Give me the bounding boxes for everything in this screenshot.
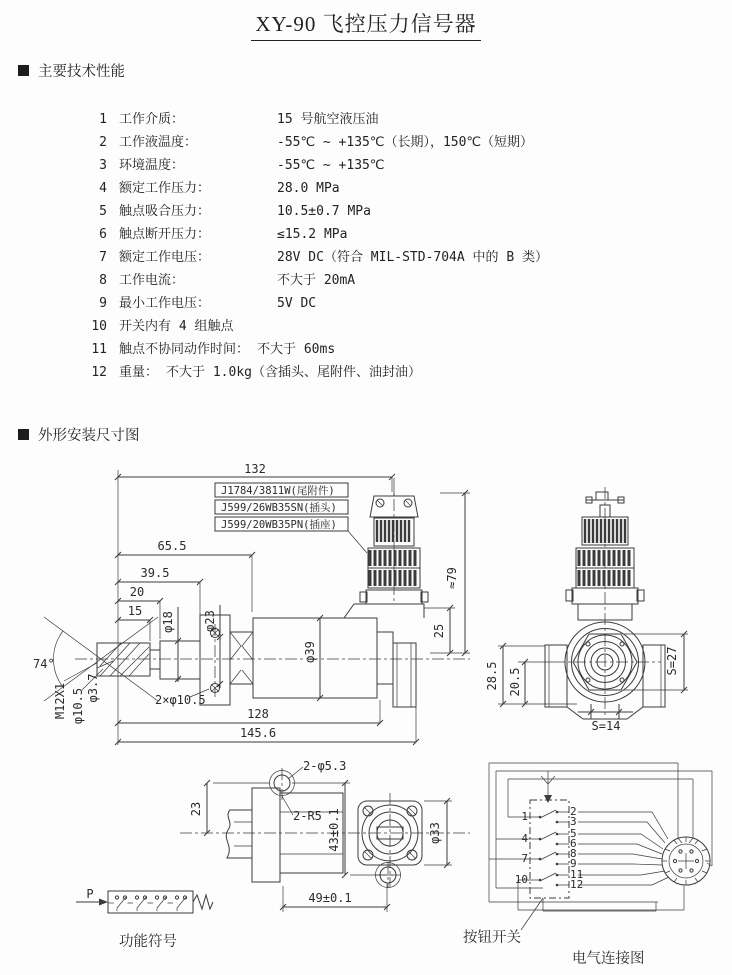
spec-value: ≤15.2 MPa — [277, 227, 348, 242]
dimension-drawing — [0, 455, 732, 975]
spec-label: 工作电流： — [119, 273, 185, 288]
bottom-view — [180, 768, 470, 888]
spec-num: 3 — [99, 158, 107, 173]
dia-10-5: φ10.5 — [71, 687, 85, 725]
spec-label: 额定工作电压： — [119, 250, 211, 265]
spec-value: -55℃ ~ +135℃（长期），150℃（短期） — [277, 135, 534, 150]
spec-value: 不大于 1.0kg（含插头、尾附件、油封油） — [166, 365, 421, 380]
dim-128: 128 — [247, 707, 269, 721]
section-heading-label: 主要技术性能 — [38, 64, 125, 80]
dim-65-5: 65.5 — [157, 539, 187, 553]
section-bullet-icon — [18, 429, 29, 440]
section-bullet-icon — [18, 65, 29, 76]
spec-list — [0, 108, 732, 384]
pin-2: 2 — [570, 805, 577, 818]
spec-value: 28V DC（符合 MIL-STD-704A 中的 B 类） — [277, 250, 549, 265]
page-title: XY-90 飞控压力信号器 — [251, 8, 480, 41]
radius-2-r5: 2-R5 — [293, 809, 322, 823]
title-wrap — [0, 8, 732, 41]
dim-43: 43±0.1 — [327, 808, 341, 852]
connector-label-plug: J599/26WB35SN(插头) — [221, 502, 337, 514]
connector-label-tail: J1784/3811W(尾附件) — [221, 485, 335, 497]
dim-23: 23 — [189, 801, 203, 817]
spec-value: 15 号航空液压油 — [277, 112, 379, 127]
spec-label: 触点不协同动作时间： — [119, 342, 250, 357]
spec-row — [0, 361, 732, 384]
function-symbol-caption: 功能符号 — [119, 934, 177, 950]
spec-label: 额定工作压力： — [119, 181, 211, 196]
dia-39: φ39 — [303, 641, 317, 663]
spec-value: 不大于 60ms — [257, 342, 336, 357]
spec-value: 28.0 MPa — [277, 181, 340, 196]
holes-2-5-3: 2-φ5.3 — [303, 759, 347, 773]
connector-label-socket: J599/20WB35PN(插座) — [221, 519, 337, 531]
thread-m12x1: M12X1 — [53, 682, 67, 720]
spec-value: 不大于 20mA — [277, 273, 356, 288]
dim-145-6: 145.6 — [239, 726, 277, 740]
dim-25: 25 — [432, 623, 446, 639]
dim-28-5: 28.5 — [485, 661, 499, 691]
dim-15: 15 — [127, 604, 143, 618]
spec-value: 10.5±0.7 MPa — [277, 204, 371, 219]
spec-label: 开关内有 4 组触点 — [119, 319, 234, 334]
spec-row — [0, 108, 732, 131]
electrical-diagram — [463, 763, 712, 967]
spec-label: 最小工作电压： — [119, 296, 211, 311]
section-heading-drawing — [18, 424, 140, 445]
spec-num: 4 — [99, 181, 107, 196]
pin-4: 4 — [521, 832, 528, 845]
spec-num: 5 — [99, 204, 107, 219]
connector-label-boxes — [215, 483, 367, 553]
spec-row — [0, 338, 732, 361]
spec-row — [0, 131, 732, 154]
pin-9: 9 — [570, 857, 577, 870]
end-view — [545, 487, 665, 719]
dim-20: 20 — [129, 585, 145, 599]
dim-approx-79: ≈79 — [445, 567, 459, 589]
spec-row — [0, 223, 732, 246]
dim-20-5: 20.5 — [508, 667, 522, 697]
pin-3: 3 — [570, 815, 577, 828]
pin-6: 6 — [570, 837, 577, 850]
pin-12: 12 — [570, 878, 584, 891]
spec-row — [0, 246, 732, 269]
section-heading-label: 外形安装尺寸图 — [38, 428, 140, 444]
spec-label: 工作介质： — [119, 112, 185, 127]
spec-num: 7 — [99, 250, 107, 265]
spec-row — [0, 154, 732, 177]
dim-s-27: S=27 — [665, 646, 679, 676]
dia-18: φ18 — [161, 611, 175, 633]
bottom-view-dimensions — [189, 759, 452, 912]
pin-5: 5 — [570, 827, 577, 840]
dia-33: φ33 — [428, 822, 442, 844]
spec-label: 触点吸合压力： — [119, 204, 211, 219]
function-symbol — [76, 887, 213, 950]
spec-row — [0, 200, 732, 223]
pin-1: 1 — [521, 810, 528, 823]
spec-num: 8 — [99, 273, 107, 288]
holes-2x-10-5: 2×φ10.5 — [155, 693, 206, 707]
spec-num: 1 — [99, 112, 107, 127]
dia-3-7: φ3.7 — [86, 673, 100, 703]
spec-num: 11 — [91, 342, 107, 357]
spec-num: 6 — [99, 227, 107, 242]
spec-num: 12 — [91, 365, 107, 380]
dim-39-5: 39.5 — [140, 566, 170, 580]
spec-label: 触点断开压力： — [119, 227, 211, 242]
spec-row — [0, 177, 732, 200]
spec-num: 10 — [91, 319, 107, 334]
port-p-label: P — [86, 887, 94, 901]
spec-row — [0, 269, 732, 292]
spec-label: 工作液温度： — [119, 135, 198, 150]
spec-label: 环境温度： — [119, 158, 185, 173]
dia-23: φ23 — [203, 610, 217, 632]
angle-74: 74° — [33, 657, 55, 671]
push-button-switch-label: 按钮开关 — [463, 930, 521, 946]
spec-value: -55℃ ~ +135℃ — [277, 158, 385, 173]
spec-num: 9 — [99, 296, 107, 311]
spec-row — [0, 315, 732, 338]
dim-s-14: S=14 — [591, 719, 621, 733]
dim-49: 49±0.1 — [308, 891, 352, 905]
electrical-diagram-caption: 电气连接图 — [572, 951, 645, 967]
spec-row — [0, 292, 732, 315]
section-heading-specs — [18, 60, 125, 81]
spec-value: 5V DC — [277, 296, 317, 311]
pin-11: 11 — [570, 868, 584, 881]
pin-8: 8 — [570, 847, 577, 860]
spec-label: 重量： — [119, 365, 159, 380]
dim-132: 132 — [244, 462, 266, 476]
spec-num: 2 — [99, 135, 107, 150]
pin-7: 7 — [521, 852, 528, 865]
pin-10: 10 — [514, 873, 528, 886]
